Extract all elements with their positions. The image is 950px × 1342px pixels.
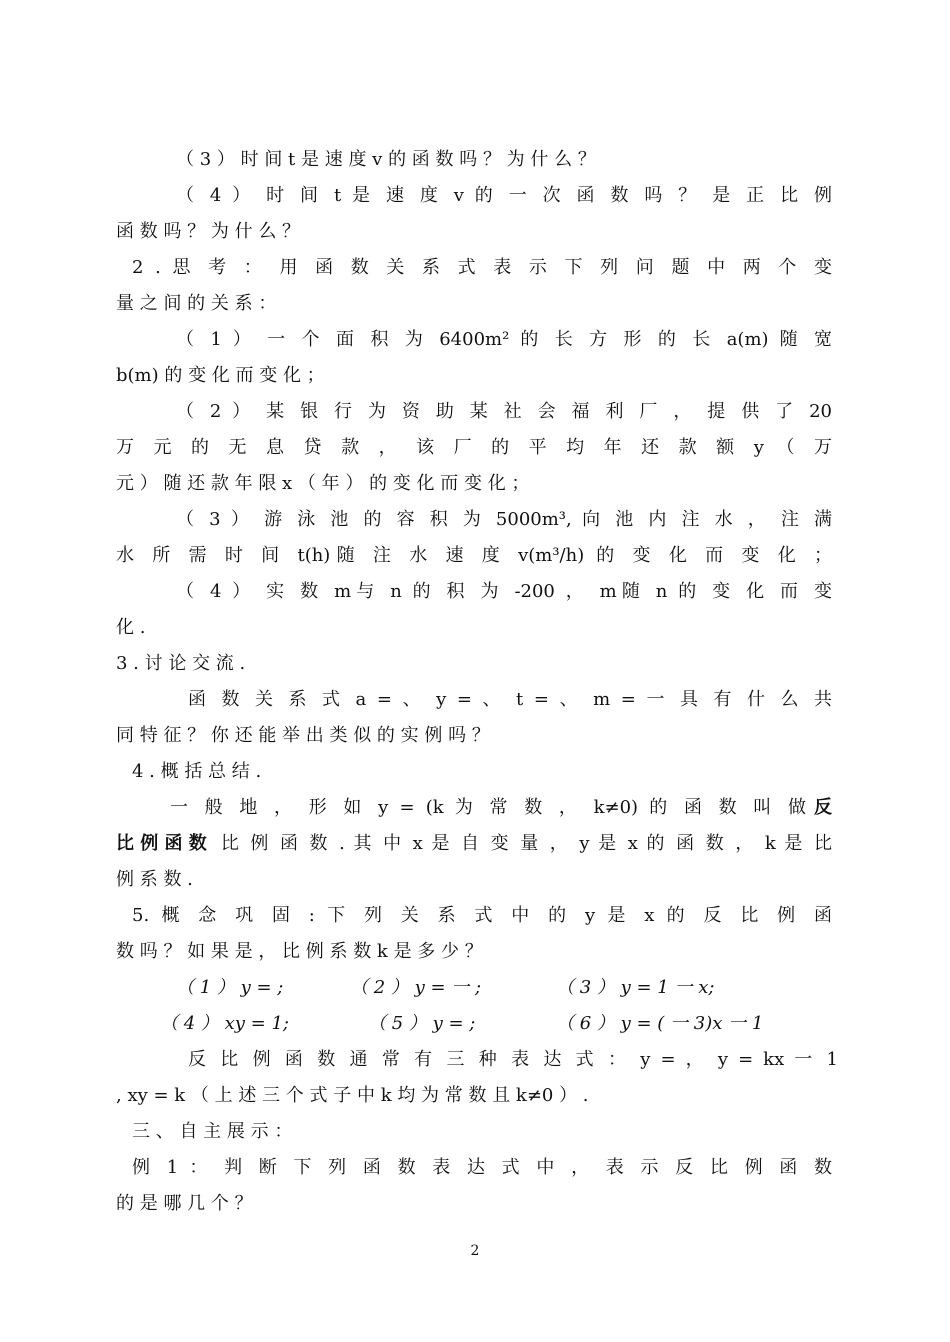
option-6: （ 6 ） y = ( 一 3)x 一 1 [556,1013,764,1034]
text-line: （ 4 ） 时 间 t 是 速 度 v 的 一 次 函 数 吗 ？ 是 正 比 例 [176,185,832,206]
text-line: （ 3 ） 游 泳 池 的 容 积 为 5000m³, 向 池 内 注 水 ， 注 满 [176,509,832,530]
text-line: 元 ） 随 还 款 年 限 x （ 年 ） 的 变 化 而 变 化 ； [116,473,530,494]
text-line: 万 元 的 无 息 贷 款 ， 该 厂 的 平 均 年 还 款 额 y （ 万 [116,437,832,458]
text-line: 量 之 间 的 关 系 ： [116,293,277,314]
text-line: 化 . [116,617,146,638]
text-line: 同 特 征 ？ 你 还 能 举 出 类 似 的 实 例 吗 ？ [116,725,490,746]
text-line: 2 . 思 考 ： 用 函 数 关 系 式 表 示 下 列 问 题 中 两 个 变 [132,257,832,278]
page-number: 2 [470,1243,480,1259]
text-line: 的 是 哪 几 个 ？ [116,1193,253,1214]
option-5: （ 5 ） y = ; [368,1013,476,1034]
option-4: （ 4 ） xy = 1; [160,1013,289,1034]
option-3: （ 3 ） y = 1 一 x; [556,977,715,998]
text-line: （ 1 ） 一 个 面 积 为 6400m² 的 长 方 形 的 长 a(m) 随 宽 [176,329,832,350]
bold-term: 比 例 函 数 [116,833,207,854]
text-line: （ 4 ） 实 数 m与 n 的 积 为 -200 ， m随 n 的 变 化 而 变 [176,581,832,602]
text-segment: 比 例 函 数 . 其 中 x 是 自 变 量 ， y 是 x 的 函 数 ， k 是 比 [220,833,832,854]
bold-term: 反 [814,797,832,818]
text-line: 数 吗 ？ 如 果 是 ， 比 例 系 数 k 是 多 少 ？ [116,941,483,962]
text-line: 例 1 ： 判 断 下 列 函 数 表 达 式 中 ， 表 示 反 比 例 函 数 [132,1157,832,1178]
text-line: 5. 概 念 巩 固 : 下 列 关 系 式 中 的 y 是 x 的 反 比 例 函 [132,905,832,926]
text-line: b(m) 的 变 化 而 变 化 ； [116,365,325,386]
text-line: 水 所 需 时 间 t(h)随 注 水 速 度 v(m³/h) 的 变 化 而 变 化 ； [116,545,832,566]
text-line: 4 . 概 括 总 结 . [132,761,262,782]
text-segment: 一 般 地 ， 形 如 y = (k 为 常 数 ， k≠0) 的 函 数 叫 做 [170,797,806,818]
text-line: 函 数 关 系 式 a = 、 y = 、 t = 、 m = 一 具 有 什 么 共 [188,689,832,710]
text-line: , xy = k （ 上 述 三 个 式 子 中 k 均 为 常 数 且 k≠0 ） . [116,1085,589,1106]
text-line: 函 数 吗 ？ 为 什 么 ？ [116,221,301,242]
text-line: 例 系 数 . [116,869,193,890]
text-line: （ 3 ） 时 间 t 是 速 度 v 的 函 数 吗 ？ 为 什 么 ？ [176,149,596,170]
text-line: （ 2 ） 某 银 行 为 资 助 某 社 会 福 利 厂 ， 提 供 了 20 [176,401,832,422]
text-line [170,795,832,821]
text-line [116,831,832,857]
option-1: （ 1 ） y = ; [176,977,284,998]
text-line: 反 比 例 函 数 通 常 有 三 种 表 达 式 ： y = ， y = kx 一 1 [188,1049,838,1070]
text-line: 3 . 讨 论 交 流 . [116,653,246,674]
option-2: （ 2 ） y = 一 ; [350,977,482,998]
section-heading: 三 、 自 主 展 示 ： [132,1121,293,1142]
